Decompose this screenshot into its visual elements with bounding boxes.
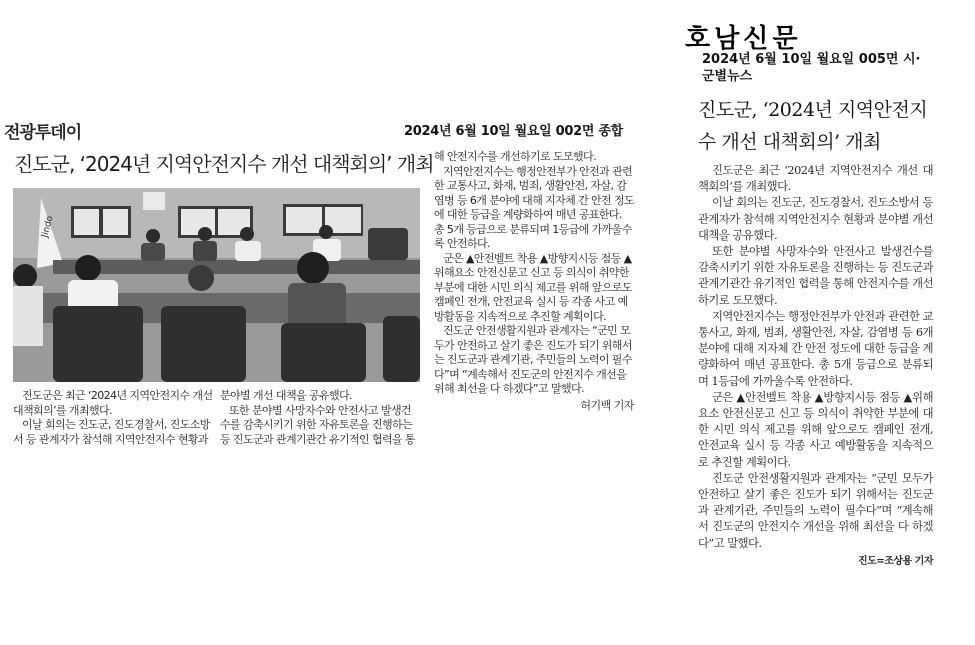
meeting-photo-image xyxy=(13,188,420,382)
newspaper-name: 호남신문 xyxy=(685,24,802,54)
article-paragraph: 지역안전지수는 행정안전부가 안전과 관련한 교통사고, 화재, 범죄, 생활안전, 자살, 감염병 등 6개 분야에 대해 지자체 간 안전 정도에 대한 등급을 계량화하여 매년 공표한다. 총 5개 등급으로 분류되며 1등급에 가까울수록 안전하다. xyxy=(434,164,635,250)
newspaper-clipping-jeongwang-today xyxy=(0,112,645,462)
newspaper-name: 전광투데이 xyxy=(4,123,82,143)
article-paragraph: 진도군은 최근 ‘2024년 지역안전지수 개선 대책회의’를 개최했다. xyxy=(698,164,933,194)
article-paragraph: 또한 분야별 사망자수와 안전사고 발생건수를 감축시키기 위한 자유토론을 진행하는 등 진도군과 관계기관간 유기적인 협력을 통 xyxy=(220,403,415,446)
article-paragraph: 군은 ▲안전벨트 착용 ▲방향지시등 점등 ▲위해요소 안전신문고 신고 등 의식이 취약한 부분에 대한 시민 의식 제고를 위해 앞으로도 캠페인 전개, 안전교육 실시 등 각종 사고 예방활동을 지속적으로 추진할 계획이다. xyxy=(698,390,933,469)
article-column-3 xyxy=(434,150,634,413)
article-paragraph: 또한 분야별 사망자수와 안전사고 발생건수를 감축시키기 위한 자유토론을 진행하는 등 진도군과 관계기관간 유기적인 협력을 통해 안전지수를 개선하기로 도모했다. xyxy=(698,245,933,307)
article-body xyxy=(698,163,933,570)
article-paragraph: 진도군 안전생활지원과 관계자는 “군민 모두가 안전하고 살기 좋은 진도가 되기 위해서는 진도군과 관계기관, 주민들의 노력이 필수다”며 “계속해서 진도군의 안전지수 개선을 위해 최선을 다 하겠다”고 말했다. xyxy=(434,324,632,395)
meeting-photo xyxy=(13,188,420,382)
article-paragraph: 군은 ▲안전벨트 착용 ▲방향지시등 점등 ▲위해요소 안전신문고 신고 등 의식이 취약한 부분에 대한 시민 의식 제고를 위해 앞으로도 캠페인 전개, 안전교육 실시 등 각종 사고 예방활동을 지속적으로 추진할 계획이다. xyxy=(434,251,632,323)
article-paragraph: 이날 회의는 진도군, 진도경찰서, 진도소방서 등 관계자가 참석해 지역안전지수 현황과 분야별 개선 대책을 공유했다. xyxy=(698,196,933,242)
svg-text:Jindo: Jindo xyxy=(40,214,56,239)
article-headline: 진도군, ‘2024년 지역안전지수 개선 대책회의’ 개최 xyxy=(14,152,434,176)
edition-info: 2024년 6월 10일 월요일 002면 종합 xyxy=(404,124,623,139)
edition-info: 2024년 6월 10일 월요일 005면 시·군별뉴스 xyxy=(702,52,921,84)
newspaper-clipping-honam-sinmun xyxy=(685,18,945,608)
article-paragraph: 진도군 안전생활지원과 관계자는 “군민 모두가 안전하고 살기 좋은 진도가 되기 위해서는 진도군과 관계기관, 주민들의 노력이 필수다”며 “계속해서 진도군의 안전지수 개선을 위해 최선을 다 하겠다”고 말했다. xyxy=(698,471,933,550)
article-paragraph: 분야별 개선 대책을 공유했다. xyxy=(220,389,352,402)
article-paragraph: 이날 회의는 진도군, 진도경찰서, 진도소방서 등 관계자가 참석해 지역안전지수 현황과 xyxy=(13,418,210,446)
article-headline: 진도군, ‘2024년 지역안전지수 개선 대책회의’ 개최 xyxy=(698,99,928,153)
article-column-1 xyxy=(13,389,213,447)
article-column-2 xyxy=(220,389,420,447)
reporter-byline: 허기백 기자 xyxy=(580,398,634,412)
reporter-byline: 진도=조상용 기자 xyxy=(858,555,933,567)
article-paragraph: 해 안전지수를 개선하기로 도모했다. xyxy=(434,150,596,163)
article-paragraph: 진도군은 최근 ‘2024년 지역안전지수 개선 대책회의’를 개최했다. xyxy=(13,389,213,417)
article-paragraph: 지역안전지수는 행정안전부가 안전과 관련한 교통사고, 화재, 범죄, 생활안전, 자살, 감염병 등 6개 분야에 대해 지자체 간 안전 정도에 대한 등급을 계량화하여 매년 공표한다. 총 5개 등급으로 분류되며 1등급에 가까울수록 안전하다. xyxy=(698,309,933,388)
